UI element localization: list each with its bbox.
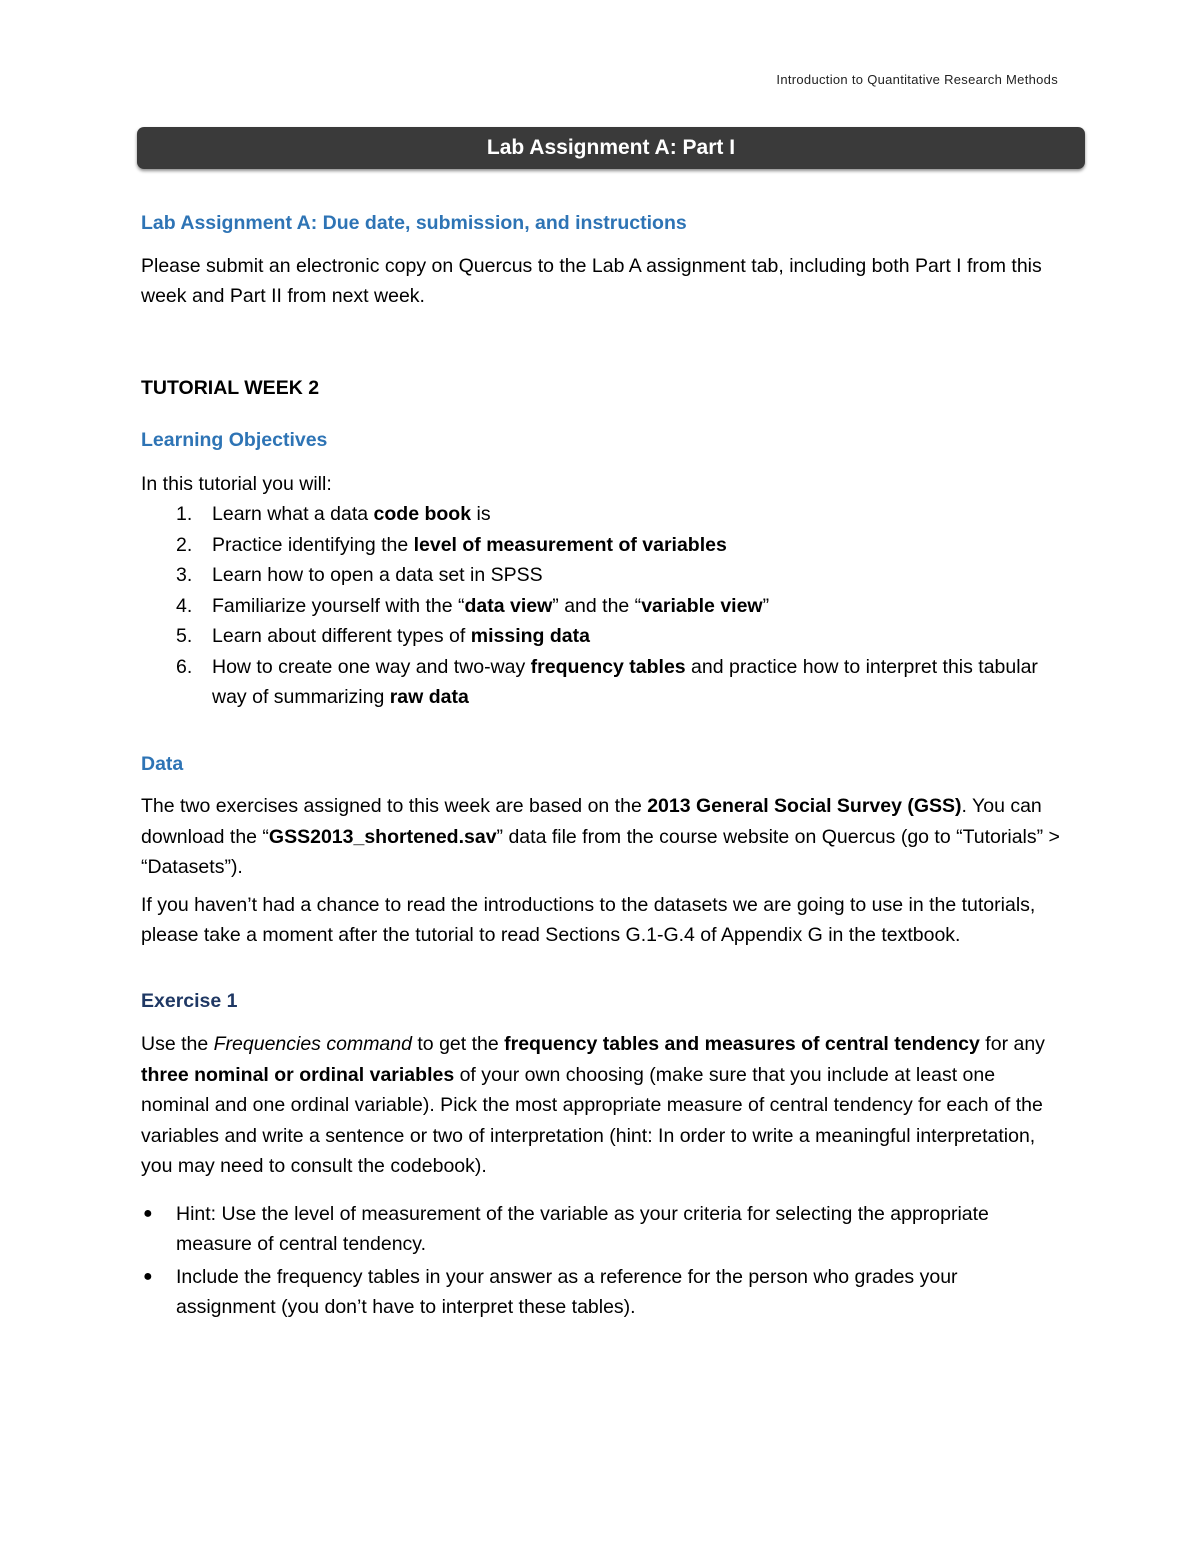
bullet-icon: ● <box>143 1267 153 1285</box>
exercise-1-bullets <box>141 1199 1061 1323</box>
running-header: Introduction to Quantitative Research Methods <box>776 72 1058 87</box>
list-item <box>141 560 1061 591</box>
list-number: 6. <box>176 655 193 678</box>
list-number: 2. <box>176 533 193 556</box>
para-bold-text: frequency tables and measures of central tendency <box>504 1033 980 1055</box>
list-item <box>141 652 1061 713</box>
exercise-1-paragraph <box>141 1029 1061 1182</box>
list-item <box>141 1199 1061 1260</box>
list-number: 5. <box>176 625 193 647</box>
title-bar <box>137 127 1085 169</box>
para-text: Use the <box>141 1033 214 1055</box>
tutorial-heading: TUTORIAL WEEK 2 <box>141 376 320 399</box>
para-text: for any <box>979 1033 1045 1055</box>
item-bold-text: missing data <box>470 625 590 647</box>
page-title: Lab Assignment A: Part I <box>486 136 736 159</box>
bullet-text: Include the frequency tables in your answer as a reference for the person who grades your assignment (you don’t have to interpret these tables). <box>176 1265 958 1318</box>
para-text: . You can download the “ <box>141 795 1042 848</box>
list-item <box>141 1262 1061 1323</box>
item-text: Learn what a data <box>212 503 374 525</box>
item-text: Learn about different types of <box>212 625 471 647</box>
item-text: ” and the “ <box>552 594 642 617</box>
list-item <box>141 621 1061 652</box>
submission-text: Please submit an electronic copy on Quercus to the Lab A assignment tab, including both Part I from this week and Part II from next week. <box>141 254 1042 307</box>
para-bold-text: three nominal or ordinal variables <box>141 1063 455 1086</box>
para-bold-text: GSS2013_shortened.sav <box>268 825 497 848</box>
list-item <box>141 591 1061 622</box>
item-text: Learn how to open a data set in SPSS <box>212 564 543 586</box>
objectives-list <box>141 499 1061 713</box>
data-heading: Data <box>141 752 184 775</box>
item-bold-text: data view <box>464 594 553 617</box>
list-item <box>141 499 1061 530</box>
list-number: 3. <box>176 564 193 586</box>
item-text: and practice how to interpret this tabular way of summarizing <box>212 655 1038 708</box>
item-text: ” <box>762 594 770 617</box>
item-bold-text: raw data <box>389 686 469 708</box>
para-text: to get the <box>411 1033 505 1055</box>
para-bold-text: 2013 General Social Survey (GSS) <box>647 795 962 817</box>
data-paragraph-1 <box>141 791 1061 883</box>
para-text: The two exercises assigned to this week are based on the <box>141 795 648 817</box>
item-text: Familiarize yourself with the “ <box>212 594 465 617</box>
para-text: ” data file from the course website on Quercus (go to “Tutorials” > “Datasets”). <box>141 825 1060 878</box>
item-bold-text: variable view <box>641 594 763 617</box>
list-item <box>141 530 1061 561</box>
item-text: Practice identifying the <box>212 533 414 556</box>
objectives-intro: In this tutorial you will: <box>141 472 332 495</box>
para-text: of your own choosing (make sure that you include at least one nominal and one ordinal variable). Pick the most appropriate measure of central tendency for each of the variables and write a sentence or two of interpretation (hint: In order to write a meaningful interpretation, you may need to consult the codebook). <box>141 1063 1043 1177</box>
item-bold-text: code book <box>373 503 472 525</box>
item-bold-text: frequency tables <box>530 655 686 678</box>
data-paragraph-2: If you haven’t had a chance to read the introductions to the datasets we are going to use in the tutorials, please take a moment after the tutorial to read Sections G.1-G.4 of Appendix G in the textbook. <box>141 893 1036 946</box>
item-bold-text: level of measurement of variables <box>413 533 727 556</box>
item-text: is <box>471 503 491 525</box>
bullet-icon: ● <box>143 1204 153 1222</box>
item-text: How to create one way and two-way <box>212 655 531 678</box>
submission-heading: Lab Assignment A: Due date, submission, and instructions <box>141 212 687 234</box>
exercise-1-heading: Exercise 1 <box>141 989 238 1012</box>
document-body <box>141 208 1061 1325</box>
para-italic-text: Frequencies command <box>213 1033 412 1055</box>
objectives-heading: Learning Objectives <box>141 429 328 451</box>
list-number: 4. <box>176 594 193 617</box>
list-number: 1. <box>176 503 193 525</box>
bullet-text: Hint: Use the level of measurement of the variable as your criteria for selecting the appropriate measure of central tendency. <box>176 1202 989 1255</box>
